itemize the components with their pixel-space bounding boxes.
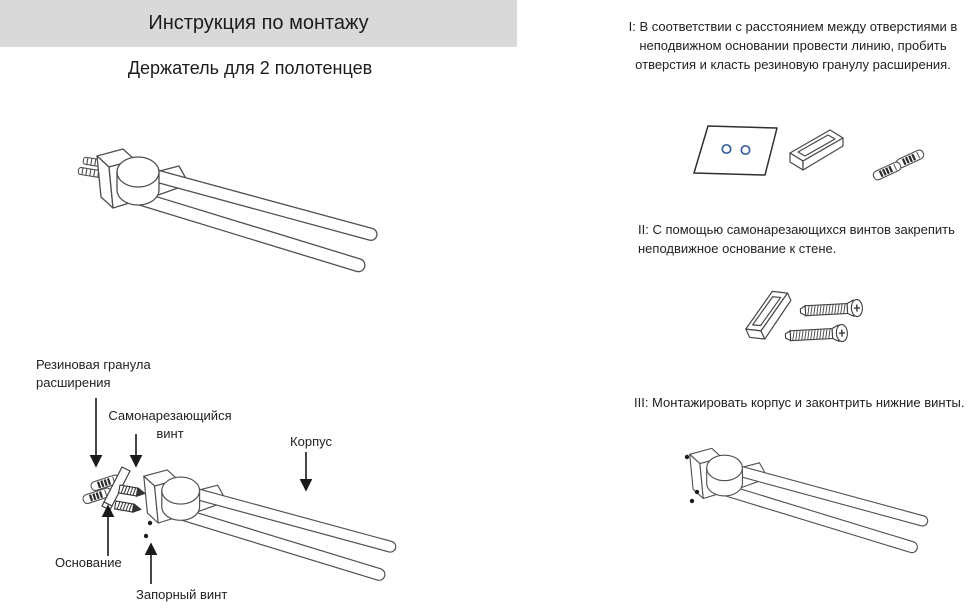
label-locking-screw: Запорный винт: [136, 587, 228, 602]
exploded-diagram-section: [0, 350, 520, 610]
tap-screw-icon: [785, 324, 848, 344]
label-body: Корпус: [290, 434, 332, 449]
wall-plate-icon: [694, 126, 777, 175]
step-1-line: I: В соответствии с расстоянием между отверстиями в: [628, 19, 958, 34]
step-2-line: II: С помощью самонарезающихся винтов закрепить: [638, 222, 955, 237]
label-line: Резиновая гранула: [36, 357, 151, 372]
screw-icon: [118, 484, 146, 499]
product-subtitle: Держатель для 2 полотенцев: [127, 58, 373, 78]
step-1-drawing: [680, 105, 960, 220]
step-3-drawing: [678, 440, 963, 605]
label-line: винт: [156, 426, 184, 441]
label-base: Основание: [55, 555, 122, 570]
step-1-line: отверстия и класть резиновую гранулу расширения.: [635, 57, 951, 72]
towel-holder-drawing: [75, 138, 425, 298]
dowel-icon: [872, 161, 902, 181]
step-3-instruction: [634, 393, 970, 412]
tap-screw-icon: [800, 299, 863, 319]
step-2-instruction: [638, 220, 968, 258]
step-1-line: неподвижном основании провести линию, пробить: [639, 38, 947, 53]
step-1-instruction: [622, 17, 964, 74]
label-self-tapping-screw: [100, 407, 240, 443]
step-2-line: неподвижное основание к стене.: [638, 241, 837, 256]
step-3-line: III: Монтажировать корпус и законтрить нижние винты.: [634, 395, 965, 410]
label-line: Самонарезающийся: [108, 408, 232, 423]
page-title: Инструкция по монтажу: [148, 12, 369, 34]
base-frame-icon: [790, 130, 843, 170]
label-rubber-plug: [36, 356, 186, 392]
label-line: расширения: [36, 375, 111, 390]
step-2-drawing: [735, 276, 955, 366]
screw-icon: [114, 500, 142, 515]
